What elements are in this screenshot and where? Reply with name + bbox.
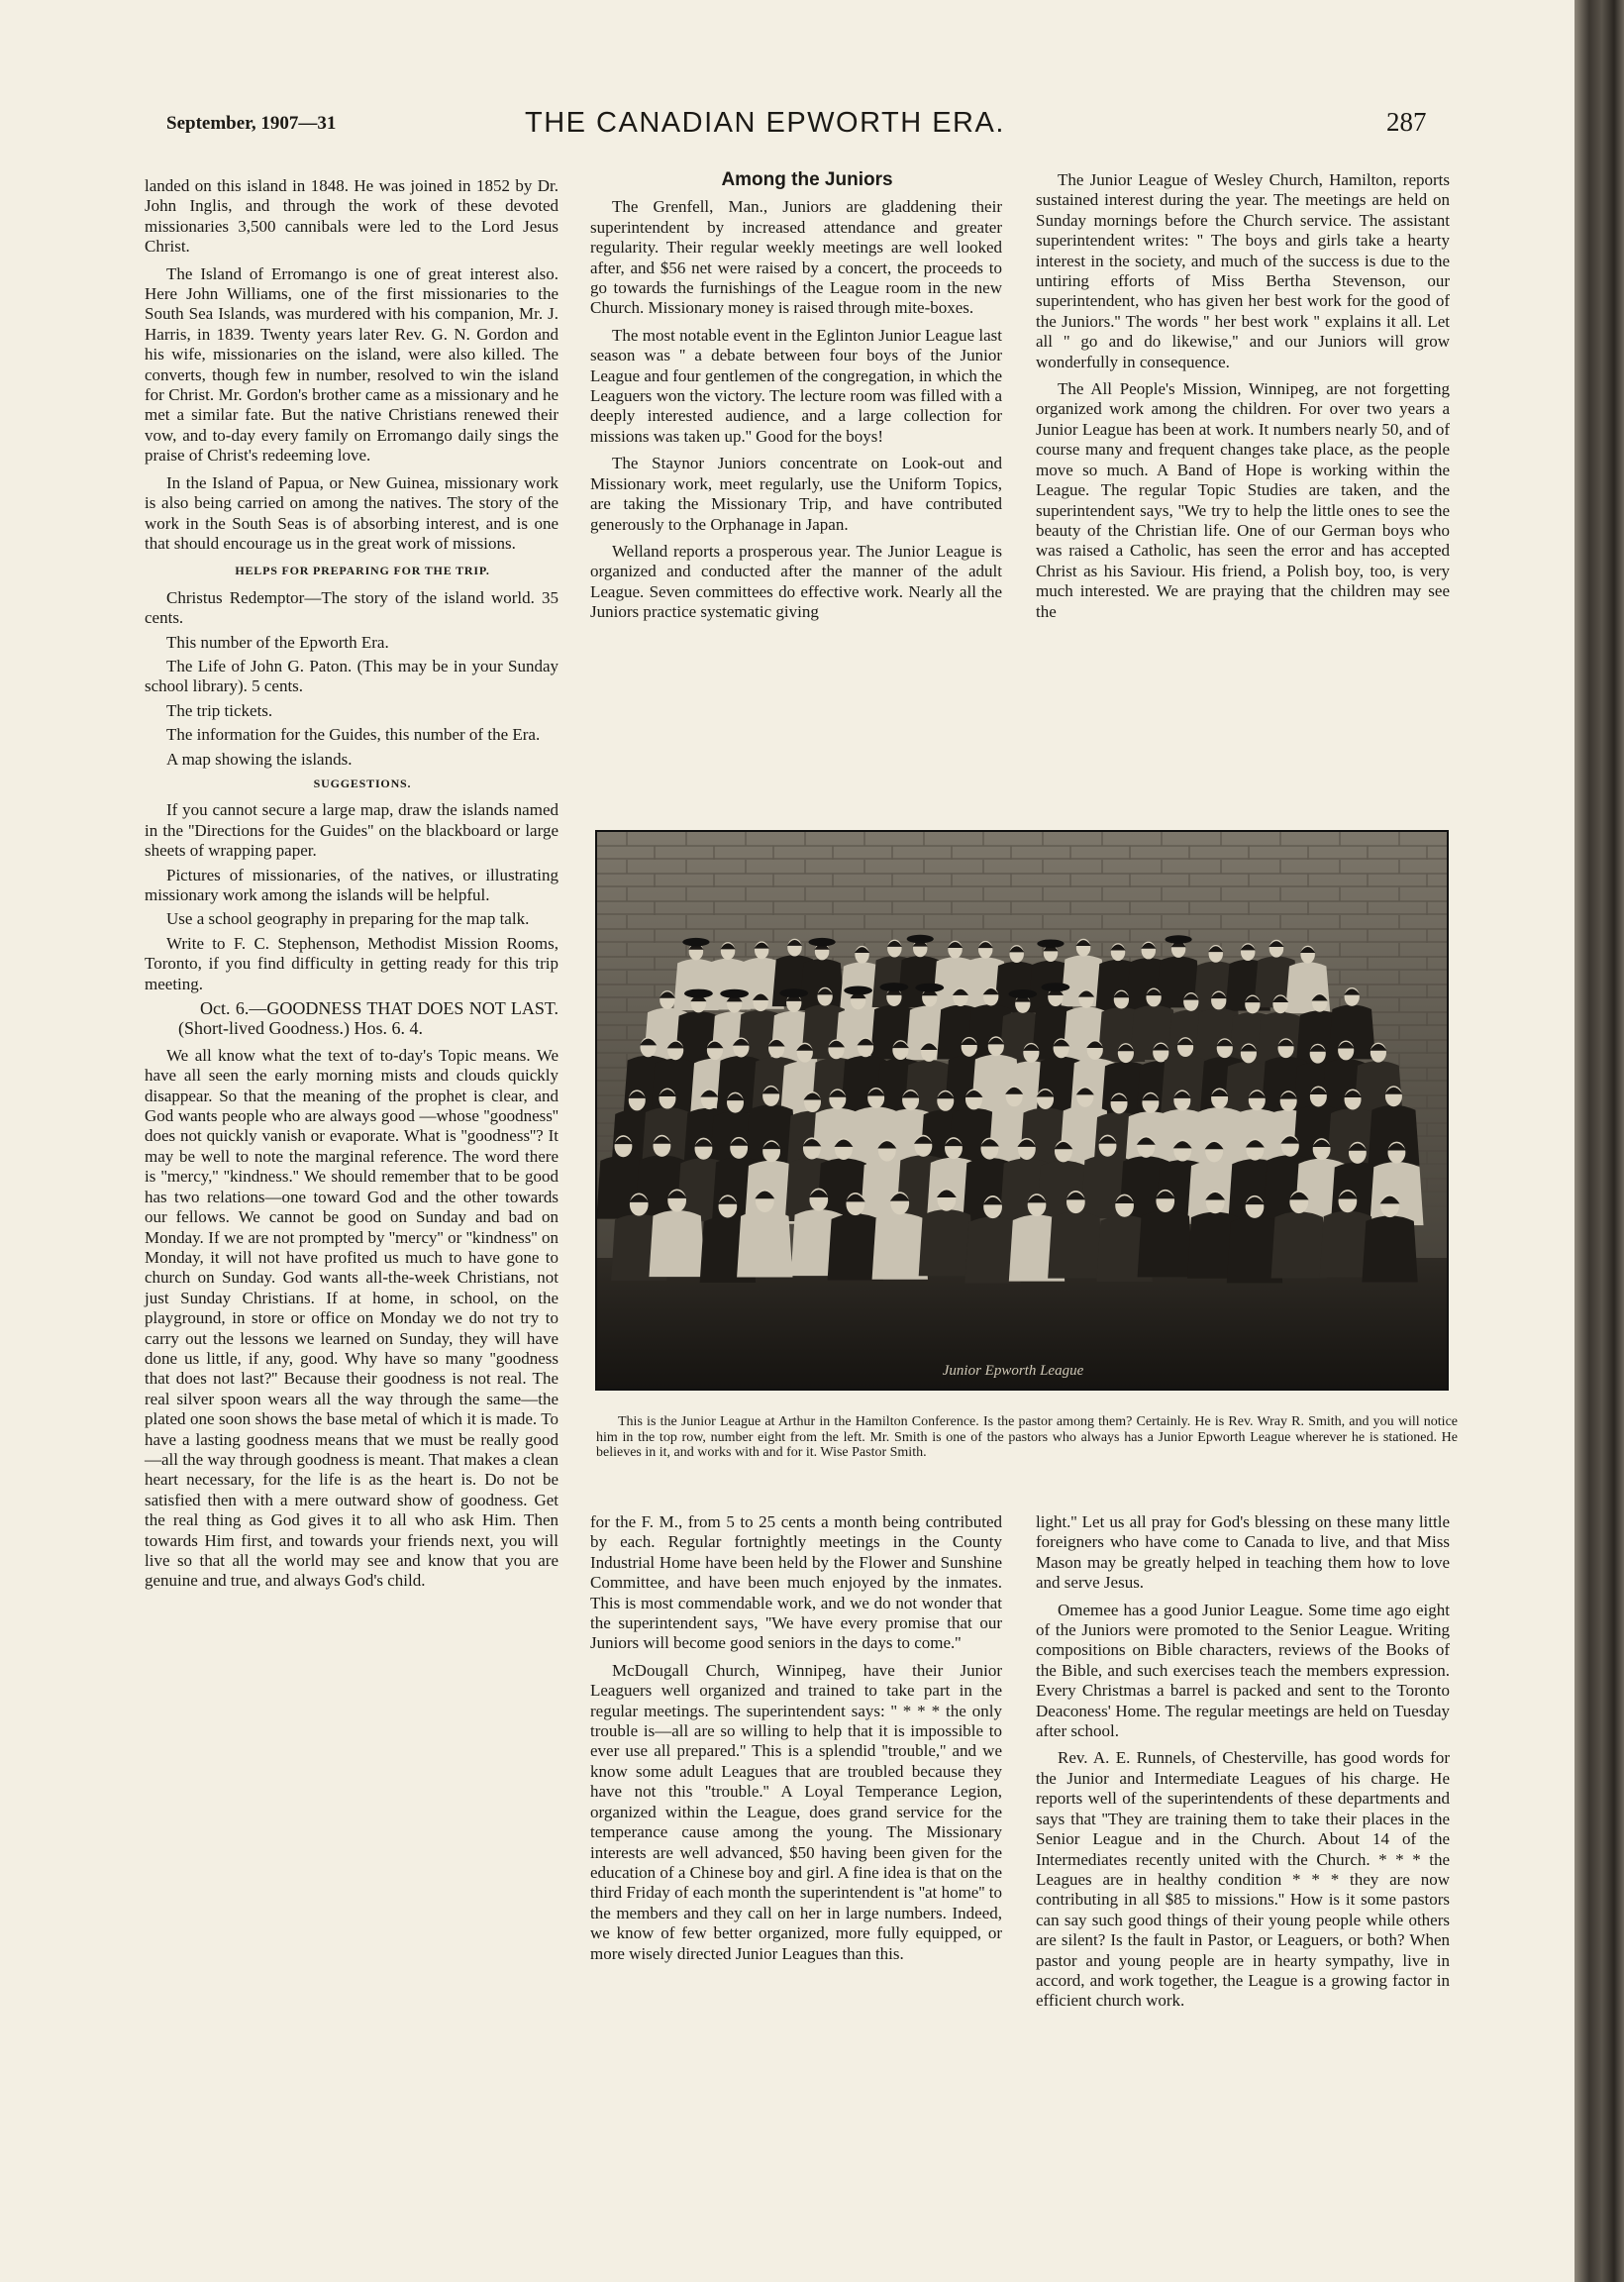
paragraph: The Island of Erromango is one of great interest also. Here John Williams, one of the first missionaries to the South Sea Islands, was murdered with his companion, Mr. J. Harris, in 1839. Twenty years later Rev. G. N. Gordon and his wife, missionaries on the island, were also killed. The converts, though few in number, resolved to win the island for Christ. Mr. Gordon's brother came as a missionary and he met a similar fate. But the native Christians renewed their vow, and to-day every family on Erromango daily sings the praise of Christ's redeeming love. <box>145 263 558 466</box>
column-middle-bottom <box>590 1512 1002 1971</box>
column-middle-top <box>590 170 1002 804</box>
paragraph: light.'' Let us all pray for God's blessing on these many little foreigners who have come to Canada to live, and that Miss Mason may be greatly helped in teaching them how to love and serve Jesus. <box>1036 1512 1450 1593</box>
list-item: Christus Redemptor—The story of the island world. 35 cents. <box>145 587 558 628</box>
figure-body <box>737 1210 792 1277</box>
figure-body <box>1370 1162 1423 1225</box>
paragraph: McDougall Church, Winnipeg, have their Junior Leaguers well organized and trained to take part in the regular meetings. The superintendent says: '' * * * the only trouble is—all are so willing to help that it is impossible to ever use all prepared.'' This is a splendid ''trouble,'' and we know some adult Leagues that are troubled because they have not this ''trouble.'' A Loyal Temperance Legion, organized within the League, does grand service for the temperance cause among the young. The Missionary interests are well advanced, $50 having been given for the education of a Chinese boy and girl. A fine idea is that on the third Friday of each month the superintendent is ''at home'' to the members and they call on her in large numbers. Indeed, we know of few better organized, more fully equipped, or more wisely directed Junior Leagues than this. <box>590 1660 1002 1963</box>
figure-hat <box>1037 939 1064 948</box>
list-item: The information for the Guides, this number of the Era. <box>166 725 541 745</box>
lesson-heading: Oct. 6.—GOODNESS THAT DOES NOT LAST. (Short-lived Goodness.) Hos. 6. 4. <box>178 998 558 1039</box>
suggestions-list <box>145 800 558 994</box>
figure-body <box>1362 1215 1417 1282</box>
paragraph: The most notable event in the Eglinton Junior League last season was '' a debate between four boys of the Junior League and four gentlemen of the congregation, in which the Leaguers won the victory. The lecture room was filled with a deeply interested audience, and a large collection for missions was taken up.'' Good for the boys! <box>590 325 1002 446</box>
list-item: The Life of John G. Paton. (This may be in your Sunday school library). 5 cents. <box>145 656 558 696</box>
page-number: 287 <box>1386 107 1427 137</box>
paragraph: for the F. M., from 5 to 25 cents a month being contributed by each. Regular fortnightly meetings in the County Industrial Home have been held by the Flower and Sunshine Committee, and have been much enjoyed by the inmates. This is most commendable work, and we do not wonder that the superintendent says, ''We have every promise that our Juniors will become good seniors in the days to come.'' <box>590 1512 1002 1653</box>
caption-text: This is the Junior League at Arthur in the Hamilton Conference. Is the pastor among them? Certainly. He is Rev. Wray R. Smith, and you will notice him in the top row, number eight from the left. Mr. Smith is one of the pastors who always has a Junior Epworth League wherever he is stationed. He believes in it, and works with and for it. Wise Pastor Smith. <box>596 1414 1458 1460</box>
paragraph: Omemee has a good Junior League. Some time ago eight of the Juniors were promoted to the Senior League. Writing compositions on Bible characters, reviews of the Books of the Bible, and such exercises teach the members expression. Every Christmas a barrel is packed and sent to the Toronto Deaconess' Home. The regular meetings are held on Tuesday after school. <box>1036 1600 1450 1741</box>
figure-body <box>1271 1211 1327 1278</box>
figure-hat <box>779 988 808 997</box>
book-binding <box>1574 0 1624 2282</box>
figure-hat <box>1166 935 1192 944</box>
paragraph: Rev. A. E. Runnels, of Chesterville, has good words for the Junior and Intermediate Leagues of his charge. He reports well of the superintendents of these departments and says that ''They are training them to take their places in the Senior League and in the Church. About 14 of the Intermediates recently united with the Church. * * * the Leagues are in healthy condition * * * they are now contributing in all $85 to missions.'' How is it some pastors can say such good things of their young people while others are silent? Is the fault in Pastor, or Leaguers, or both? When pastor and young people are in hearty sympathy, live in accord, and work together, the League is a growing factor in efficient church work. <box>1036 1748 1450 2011</box>
paragraph: In the Island of Papua, or New Guinea, missionary work is also being carried on among the natives. The story of the work in the South Seas is of absorbing interest, and is one that should encourage us in the great work of missions. <box>145 472 558 553</box>
paragraph: Welland reports a prosperous year. The Junior League is organized and conducted after the manner of the adult League. Seven committees do effective work. Nearly all the Juniors practice systematic giving <box>590 541 1002 622</box>
list-item: Write to F. C. Stephenson, Methodist Mission Rooms, Toronto, if you find difficulty in getting ready for this trip meeting. <box>145 933 558 993</box>
group-photograph <box>595 830 1449 1391</box>
photo-caption <box>596 1414 1458 1461</box>
lesson-text: We all know what the text of to-day's Topic means. We have all seen the early morning mists and clouds quickly disappear. So that the meaning of the prophet is clear, and God wants people who are always good —whose ''goodness'' does not quickly vanish or evaporate. What is ''goodness''? It may be well to note the marginal reference. The word there is ''mercy,'' ''kindness.'' We should remember that to be good has two relations—one toward God and the other towards our fellows. We cannot be good on Sunday and bad on Monday. If we are not prompted by ''mercy'' or ''kindness'' on Monday, it will not have profited us much to have gone to church on Sunday. God wants all-the-week Christians, not just Sunday Christians. If at home, in school, on the playground, in store or office on Monday we do not try to carry out the lessons we learned on Sunday, they will have done us little, if any, good. Why have so many ''goodness that does not last?'' Because their goodness is not real. The real silver spoon wears all the way through the same—the plated one soon shows the base metal of which it is made. To have a lasting goodness means that we must be really good—all the way through goodness is meant. That makes a clean heart necessary, for the life is as the heart is. Do not be satisfied then with a mere outward show of goodness. Get the real thing as God gives it to all who ask Him. Then towards Him first, and towards your friends next, you will live so that all the world may see and know that you are genuine and true, and always God's child. <box>145 1045 558 1591</box>
list-item: A map showing the islands. <box>166 749 353 769</box>
suggestions-heading: SUGGESTIONS. <box>313 776 412 790</box>
column-left <box>145 176 558 1599</box>
list-item: Use a school geography in preparing for the map talk. <box>166 909 530 929</box>
figure-hat <box>844 986 872 995</box>
publication-title: THE CANADIAN EPWORTH ERA. <box>525 107 1005 139</box>
figure-hat <box>684 989 713 998</box>
figure-hat <box>809 938 836 947</box>
paragraph: landed on this island in 1848. He was joined in 1852 by Dr. John Inglis, and through the work of these devoted missionaries 3,500 cannibals were led to the Lord Jesus Christ. <box>145 176 558 257</box>
photo-illustration <box>597 832 1447 1389</box>
issue-date: September, 1907—31 <box>166 113 337 134</box>
column-right-top <box>1036 170 1450 804</box>
crowd-figures <box>597 935 1424 1284</box>
figure-hat <box>682 938 709 947</box>
paragraph: The Grenfell, Man., Juniors are gladdening their superintendent by increased attendance and greater regularity. Their regular weekly meetings are well looked after, and $56 net were raised by a concert, the proceeds to go towards the furnishings of the League room in the new Church. Missionary money is raised through mite-boxes. <box>590 197 1002 318</box>
figure-body <box>1138 1210 1193 1277</box>
paragraph: The Staynor Juniors concentrate on Look-out and Missionary work, meet regularly, use the Uniform Topics, are taking the Missionary Trip, and have contributed generously to the Orphanage in Japan. <box>590 454 1002 534</box>
paragraph: The All People's Mission, Winnipeg, are not forgetting organized work among the children. For over two years a Junior League has been at work. It numbers nearly 50, and of course many and frequent changes take place, as the people move so much. A Band of Hope is working within the League. The regular Topic Studies are taken, and the superintendent says, ''We try to help the little ones to see the beauty of the Christian life. One of our German boys who was raised a Catholic, has seen the error and has accepted Christ as his Saviour. His friend, a Polish boy, too, is very much interested. We are praying that the children may see the <box>1036 379 1450 621</box>
section-title: Among the Juniors <box>721 170 893 190</box>
figure-body <box>649 1210 704 1277</box>
figure-hat <box>1008 989 1037 998</box>
page-header <box>0 107 1574 147</box>
list-item: The trip tickets. <box>166 700 273 720</box>
list-item: Pictures of missionaries, of the natives, or illustrating missionary work among the islands will be helpful. <box>145 865 558 904</box>
photo-inscription: Junior Epworth League <box>942 1363 1084 1379</box>
figure-body <box>1048 1212 1103 1279</box>
paragraph: The Junior League of Wesley Church, Hamilton, reports sustained interest during the year. The meetings are held on Sunday mornings before the Church service. The assistant superintendent writes: '' The boys and girls take a hearty interest in the society, and much of the success is due to the untiring efforts of Miss Bertha Stevenson, our superintendent, who has given her best work for the good of the Juniors.'' The words '' her best work '' explains it all. Let all '' go and do likewise,'' and our Juniors will grow wonderfully in consequence. <box>1036 170 1450 371</box>
figure-hat <box>907 935 934 944</box>
list-item: If you cannot secure a large map, draw the islands named in the ''Directions for the Guides'' on the blackboard or large sheets of wrapping paper. <box>145 800 558 861</box>
figure-hat <box>879 983 908 991</box>
figure-hat <box>1041 983 1069 991</box>
helps-heading: HELPS FOR PREPARING FOR THE TRIP. <box>235 564 490 578</box>
column-right-bottom <box>1036 1512 1450 2019</box>
helps-list <box>145 588 558 770</box>
list-item: This number of the Epworth Era. <box>166 632 389 652</box>
figure-hat <box>720 989 749 998</box>
figure-hat <box>915 984 944 992</box>
